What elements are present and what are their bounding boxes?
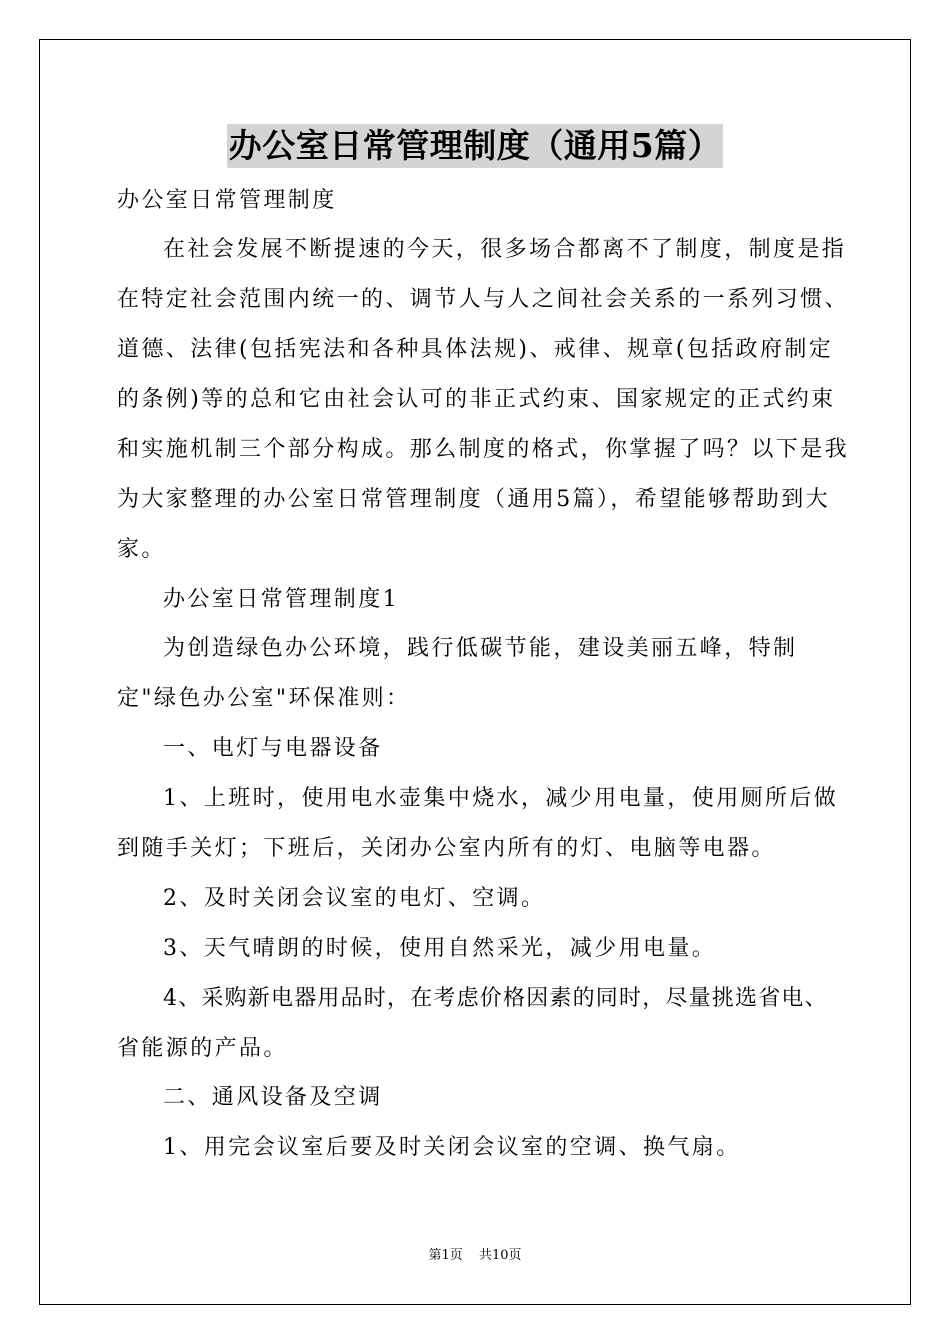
section-title: 办公室日常管理制度1 — [163, 587, 399, 612]
page-footer — [0, 1247, 950, 1265]
page-border — [39, 39, 911, 1305]
section-intro-line: 定"绿色办公室"环保准则： — [117, 686, 411, 711]
intro-line: 道德、法律(包括宪法和各种具体法规)、戒律、规章(包括政府制定 — [117, 337, 834, 362]
list-item: 1、上班时，使用电水壶集中烧水，减少用电量，使用厕所后做 — [163, 786, 839, 811]
section-intro-line: 为创造绿色办公环境，践行低碳节能，建设美丽五峰，特制 — [163, 636, 798, 661]
intro-line: 家。 — [117, 537, 166, 562]
list-item-continuation: 到随手关灯；下班后，关闭办公室内所有的灯、电脑等电器。 — [117, 836, 776, 861]
intro-line: 在特定社会范围内统一的、调节人与人之间社会关系的一系列习惯、 — [117, 287, 850, 312]
intro-line: 在社会发展不断提速的今天，很多场合都离不了制度，制度是指 — [163, 237, 847, 262]
intro-line: 的条例)等的总和它由社会认可的非正式约束、国家规定的正式约束 — [117, 387, 836, 412]
list-item-continuation: 省能源的产品。 — [117, 1036, 288, 1061]
document-subtitle: 办公室日常管理制度 — [117, 188, 337, 213]
intro-line: 为大家整理的办公室日常管理制度（通用5篇），希望能够帮助到大 — [117, 487, 830, 512]
list-item: 1、用完会议室后要及时关闭会议室的空调、换气扇。 — [163, 1135, 741, 1160]
heading-electric: 一、电灯与电器设备 — [163, 736, 383, 761]
document-title: 办公室日常管理制度（通用5篇） — [227, 124, 723, 168]
heading-ventilation: 二、通风设备及空调 — [163, 1085, 383, 1110]
list-item: 3、天气晴朗的时候，使用自然采光，减少用电量。 — [163, 936, 717, 961]
page-total: 共10页 — [478, 1248, 522, 1263]
list-item: 4、采购新电器用品时，在考虑价格因素的同时，尽量挑选省电、 — [163, 986, 828, 1011]
intro-line: 和实施机制三个部分构成。那么制度的格式，你掌握了吗？以下是我 — [117, 437, 850, 462]
page-number: 第1页 — [428, 1248, 463, 1263]
list-item: 2、及时关闭会议室的电灯、空调。 — [163, 886, 546, 911]
title-container — [0, 124, 950, 168]
